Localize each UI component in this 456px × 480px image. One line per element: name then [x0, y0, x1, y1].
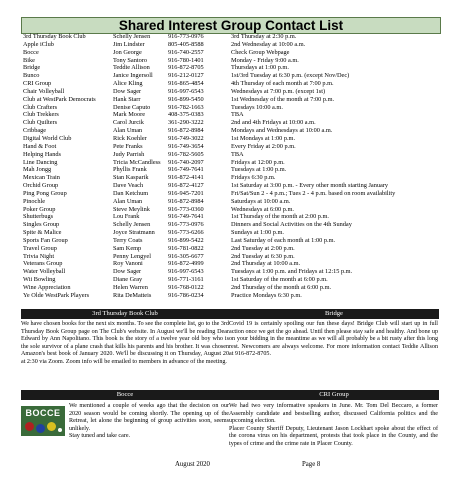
table-row [21, 127, 441, 135]
bocce-ball-icon [47, 422, 56, 431]
schedule-cell: Thursdays at 1:00 p.m. [231, 64, 289, 72]
group-name-cell: Bocce [23, 48, 39, 56]
contact-name-cell: Carol Jurcik [113, 119, 144, 127]
contact-name-cell: Dow Sager [113, 268, 142, 276]
contact-name-cell: Diane Gray [113, 276, 143, 284]
table-row [21, 111, 441, 119]
table-row [21, 151, 441, 159]
schedule-cell: Last Saturday of each month at 1:00 p.m. [231, 236, 336, 244]
phone-cell: 916-786-0234 [168, 291, 204, 299]
footer-date: August 2020 [175, 461, 210, 468]
table-row [21, 96, 441, 104]
bocce-text: We mentioned a couple of weeks ago that the decision on our 2020 season would be coming shortly. The opening up of the Retreat, let alone the beginning of group activities soon, seems unlikely. [69, 403, 229, 432]
table-row [21, 33, 441, 41]
group-name-cell: Apple iClub [23, 40, 54, 48]
schedule-cell: 2nd Tuesday at 6:30 p.m. [231, 252, 295, 260]
table-row [21, 182, 441, 190]
table-row [21, 41, 441, 49]
contact-name-cell: Dow Sager [113, 87, 142, 95]
table-row [21, 276, 441, 284]
phone-cell: 916-740-2557 [168, 48, 204, 56]
schedule-cell: Tuesdays at 1:00 p.m. [231, 166, 287, 174]
schedule-cell: Practice Mondays 6:30 p.m. [231, 291, 302, 299]
schedule-cell: Wednesdays at 7:00 p.m. (except 1st) [231, 87, 326, 95]
phone-cell: 805-405-8588 [168, 40, 204, 48]
phone-cell: 916-773-0976 [168, 33, 204, 40]
schedule-cell: Fri/Sat/Sun 2 - 4 p.m.; Tues 2 - 4 p.m. based on room availability [231, 189, 396, 197]
contact-name-cell: Denise Caputo [113, 103, 151, 111]
title-banner [21, 17, 441, 34]
contact-name-cell: Lou Frank [113, 213, 140, 221]
phone-cell: 916-781-0822 [168, 244, 204, 252]
table-row [21, 166, 441, 174]
schedule-cell: Wednesdays at 6:00 p.m. [231, 205, 294, 213]
contact-name-cell: Pete Franks [113, 142, 143, 150]
schedule-cell: 1st Saturday at 3:00 p.m. - Every other month starting January [231, 182, 389, 190]
cri-text-second: Placer County Sheriff Deputy, Lieutenant Jason Lockhart spoke about the effect of the corona virus on his department, protests that took place in the County, and the types of crime and the crime rate in Placer County. [229, 425, 438, 447]
phone-cell: 916-749-7641 [168, 166, 204, 174]
table-row [21, 268, 441, 276]
table-row [21, 237, 441, 245]
contact-name-cell: Tony Santoro [113, 56, 148, 64]
contact-name-cell: Mark Moore [113, 111, 146, 119]
bridge-text: Covid 19 is certainly spoiling our fun these days! Bridge Club will start up in full action once we get the go ahead. Until then please stay safe and healthy. And bone up on your bidding in the meantime as we will all probably be a bit rusty after this long rest. Newcomers are always welcome. For more information contact Teddie Allison at 916-872-8705. [229, 321, 438, 358]
contact-name-cell: Jon George [113, 48, 142, 56]
bocce-heading: Bocce [21, 390, 229, 400]
group-name-cell: Bike [23, 56, 35, 64]
phone-cell: 916-212-0127 [168, 72, 204, 80]
phone-cell: 916-872-8984 [168, 127, 204, 135]
group-name-cell: Mah Jongg [23, 166, 52, 174]
contact-table-body [21, 33, 441, 300]
contact-name-cell: Penny Lengyel [113, 252, 151, 260]
schedule-cell: Tuesdays 10:00 a.m. [231, 103, 283, 111]
schedule-cell: TBA [231, 111, 244, 119]
book-club-heading: 3rd Thursday Book Club [21, 309, 229, 319]
schedule-cell: 2nd Tuesday at 2:00 p.m. [231, 244, 295, 252]
group-name-cell: Digital World Club [23, 134, 72, 142]
phone-cell: 916-773-0976 [168, 221, 204, 229]
contact-name-cell: Phyllis Frank [113, 166, 147, 174]
table-row [21, 229, 441, 237]
schedule-cell: 2nd Thursday at 10:00 a.m. [231, 260, 301, 268]
schedule-cell: Dinners and Social Activities on the 4th Sunday [231, 221, 352, 229]
group-name-cell: Sports Fan Group [23, 236, 68, 244]
contact-name-cell: Alan Uman [113, 127, 143, 135]
contact-name-cell: Rita DeMatteis [113, 291, 152, 299]
bocce-logo [21, 406, 65, 436]
contact-name-cell: Hank Starr [113, 95, 141, 103]
group-name-cell: Water Volleyball [23, 268, 66, 276]
group-name-cell: Helping Hands [23, 150, 61, 158]
contact-name-cell: Terry Coats [113, 236, 143, 244]
contact-name-cell: Stan Kasparik [113, 174, 149, 182]
group-name-cell: Bridge [23, 64, 41, 72]
table-row [21, 88, 441, 96]
group-name-cell: Line Dancing [23, 158, 58, 166]
schedule-cell: Saturdays at 10:00 a.m. [231, 197, 291, 205]
table-row [21, 190, 441, 198]
schedule-cell: Fridays at 12:00 p.m. [231, 158, 285, 166]
group-name-cell: Trivia Night [23, 252, 55, 260]
phone-cell: 916-997-6543 [168, 268, 204, 276]
table-row [21, 253, 441, 261]
schedule-cell: 1st/3rd Tuesday at 6:30 p.m. (except Nov/Dec) [231, 72, 350, 80]
phone-cell: 916-945-7201 [168, 189, 204, 197]
table-row [21, 221, 441, 229]
table-row [21, 284, 441, 292]
table-row [21, 135, 441, 143]
contact-name-cell: Steve Meylink [113, 205, 150, 213]
phone-cell: 916-773-0360 [168, 205, 204, 213]
table-row [21, 213, 441, 221]
contact-name-cell: Alan Uman [113, 197, 143, 205]
schedule-cell: 4th Thursday of each month at 7:00 p.m. [231, 80, 334, 88]
group-name-cell: Singles Group [23, 221, 60, 229]
phone-cell: 916-305-6677 [168, 252, 204, 260]
book-club-article [21, 321, 229, 367]
schedule-cell: 2nd Thursday of the month at 6:00 p.m. [231, 284, 332, 291]
table-row [21, 143, 441, 151]
contact-name-cell: Helen Warren [113, 284, 148, 291]
schedule-cell: 3rd Thursday at 2:30 p.m. [231, 33, 297, 40]
group-name-cell: Wine Appreciation [23, 284, 71, 291]
table-row [21, 72, 441, 80]
group-name-cell: Mexican Train [23, 174, 60, 182]
bocce-logo-text: BOCCE [25, 408, 61, 418]
group-name-cell: Club Crafters [23, 103, 58, 111]
group-name-cell: Pinochle [23, 197, 46, 205]
table-row [21, 198, 441, 206]
contact-name-cell: Alice Kling [113, 80, 143, 88]
contact-name-cell: Joyce Stratmann [113, 229, 155, 237]
group-name-cell: Spite & Malice [23, 229, 62, 237]
table-row [21, 64, 441, 72]
bocce-ball-icon [36, 424, 45, 433]
group-name-cell: Club at WestPark Democrats [23, 95, 96, 103]
page-title: Shared Interest Group Contact List [118, 18, 344, 33]
phone-cell: 916-872-8705 [168, 64, 204, 72]
table-row [21, 49, 441, 57]
phone-cell: 916-872-4141 [168, 174, 204, 182]
book-club-text: We have chosen books for the next six months. To see the complete list, go to the 3rd Thursday Book Group page on The Club's website. In August we'll be reading Dear Edward by Ann Napolitano. This book is the story of a twelve year old boy who is the sole survivor of a plane crash that kills his parents and his brother. It was chosen Amazon's best book of January 2020. We'll be discussing it on Thursday, August 20 at 2:30 via Zoom. Zoom info will be emailed to members in advance of the meeting. [21, 321, 229, 365]
group-name-cell: Orchid Group [23, 182, 59, 190]
group-name-cell: Club Trekkers [23, 111, 59, 119]
group-name-cell: Bunco [23, 72, 40, 80]
schedule-cell: 2nd and 4th Fridays at 10:00 a.m. [231, 119, 316, 127]
contact-name-cell: Janice Ingersoll [113, 72, 153, 80]
phone-cell: 916-749-3654 [168, 142, 204, 150]
group-name-cell: Poker Group [23, 205, 56, 213]
bocce-article [69, 403, 229, 441]
group-name-cell: Veterans Group [23, 260, 63, 268]
cri-heading: CRI Group [229, 390, 439, 400]
pallino-icon [58, 428, 62, 432]
table-row [21, 292, 441, 300]
phone-cell: 916-899-5450 [168, 95, 204, 103]
table-row [21, 174, 441, 182]
contact-name-cell: Rick Koehler [113, 134, 147, 142]
schedule-cell: Check Group Webpage [231, 48, 290, 56]
group-name-cell: Ye Olde WestPark Players [23, 291, 90, 299]
contact-name-cell: Dave Veach [113, 182, 144, 190]
schedule-cell: Tuesdays at 1:00 p.m. and Fridays at 12:15 p.m. [231, 268, 353, 276]
bridge-article [229, 321, 438, 359]
table-row [21, 159, 441, 167]
group-name-cell: Chair Volleyball [23, 87, 65, 95]
phone-cell: 916-872-8984 [168, 197, 204, 205]
group-name-cell: 3rd Thursday Book Club [23, 33, 86, 40]
phone-cell: 408-375-0383 [168, 111, 204, 119]
bridge-heading: Bridge [229, 309, 439, 319]
table-row [21, 57, 441, 65]
schedule-cell: 1st Thursday of the month at 2:00 p.m. [231, 213, 330, 221]
schedule-cell: Sundays at 1:00 p.m. [231, 229, 284, 237]
phone-cell: 361-290-3222 [168, 119, 204, 127]
phone-cell: 916-771-3161 [168, 276, 204, 284]
contact-name-cell: Judy Parrish [113, 150, 145, 158]
footer-page-number: Page 8 [302, 461, 321, 468]
table-row [21, 104, 441, 112]
group-name-cell: Shutterbugs [23, 213, 54, 221]
phone-cell: 916-780-1401 [168, 56, 204, 64]
phone-cell: 916-782-5605 [168, 150, 204, 158]
group-name-cell: Travel Group [23, 244, 57, 252]
phone-cell: 916-768-0122 [168, 284, 204, 291]
table-row [21, 80, 441, 88]
phone-cell: 916-749-3022 [168, 134, 204, 142]
phone-cell: 916-997-6543 [168, 87, 204, 95]
schedule-cell: Monday - Friday 9:00 a.m. [231, 56, 299, 64]
contact-name-cell: Sam Kemp [113, 244, 142, 252]
schedule-cell: Mondays and Wednesdays at 10:00 a.m. [231, 127, 333, 135]
schedule-cell: Every Friday at 2:00 p.m. [231, 142, 296, 150]
contact-name-cell: Teddie Allison [113, 64, 150, 72]
schedule-cell: 1st Saturday of the month at 6:00 p.m. [231, 276, 328, 284]
cri-text: We had two very informative speakers in June. Mr. Tom Del Beccaro, a former Assembly candidate and bestselling author, discussed California politics and the upcoming election. [229, 403, 438, 425]
group-name-cell: Wii Bowling [23, 276, 56, 284]
phone-cell: 916-749-7641 [168, 213, 204, 221]
schedule-cell: 1st Mondays at 1:00 p.m. [231, 134, 296, 142]
bocce-ball-icon [25, 422, 34, 431]
phone-cell: 916-899-5422 [168, 236, 204, 244]
schedule-cell: 1st Wednesday of the month at 7:00 p.m. [231, 95, 335, 103]
bocce-text-closing: Stay tuned and take care. [69, 433, 131, 440]
table-row [21, 119, 441, 127]
group-name-cell: Ping Pong Group [23, 189, 67, 197]
phone-cell: 916-872-4127 [168, 182, 204, 190]
phone-cell: 916-773-6266 [168, 229, 204, 237]
contact-name-cell: Schelly Jensen [113, 33, 151, 40]
contact-name-cell: Roy Vanoni [113, 260, 143, 268]
schedule-cell: 2nd Wednesday at 10:00 a.m. [231, 40, 306, 48]
phone-cell: 916-782-1663 [168, 103, 204, 111]
cri-article [229, 403, 438, 449]
group-name-cell: CRI Group [23, 80, 52, 88]
phone-cell: 916-865-4854 [168, 80, 204, 88]
contact-table [21, 33, 441, 300]
phone-cell: 916-740-2097 [168, 158, 204, 166]
group-name-cell: Cribbage [23, 127, 47, 135]
group-name-cell: Club Quilters [23, 119, 58, 127]
schedule-cell: TBA [231, 150, 244, 158]
table-row [21, 206, 441, 214]
contact-name-cell: Tricia McCandless [113, 158, 161, 166]
table-row [21, 245, 441, 253]
contact-name-cell: Jim Lindster [113, 40, 145, 48]
table-row [21, 260, 441, 268]
contact-name-cell: Schelly Jensen [113, 221, 151, 229]
contact-name-cell: Dan Ketchum [113, 189, 149, 197]
schedule-cell: Fridays 6:30 p.m. [231, 174, 276, 182]
group-name-cell: Hand & Foot [23, 142, 57, 150]
phone-cell: 916-872-4999 [168, 260, 204, 268]
